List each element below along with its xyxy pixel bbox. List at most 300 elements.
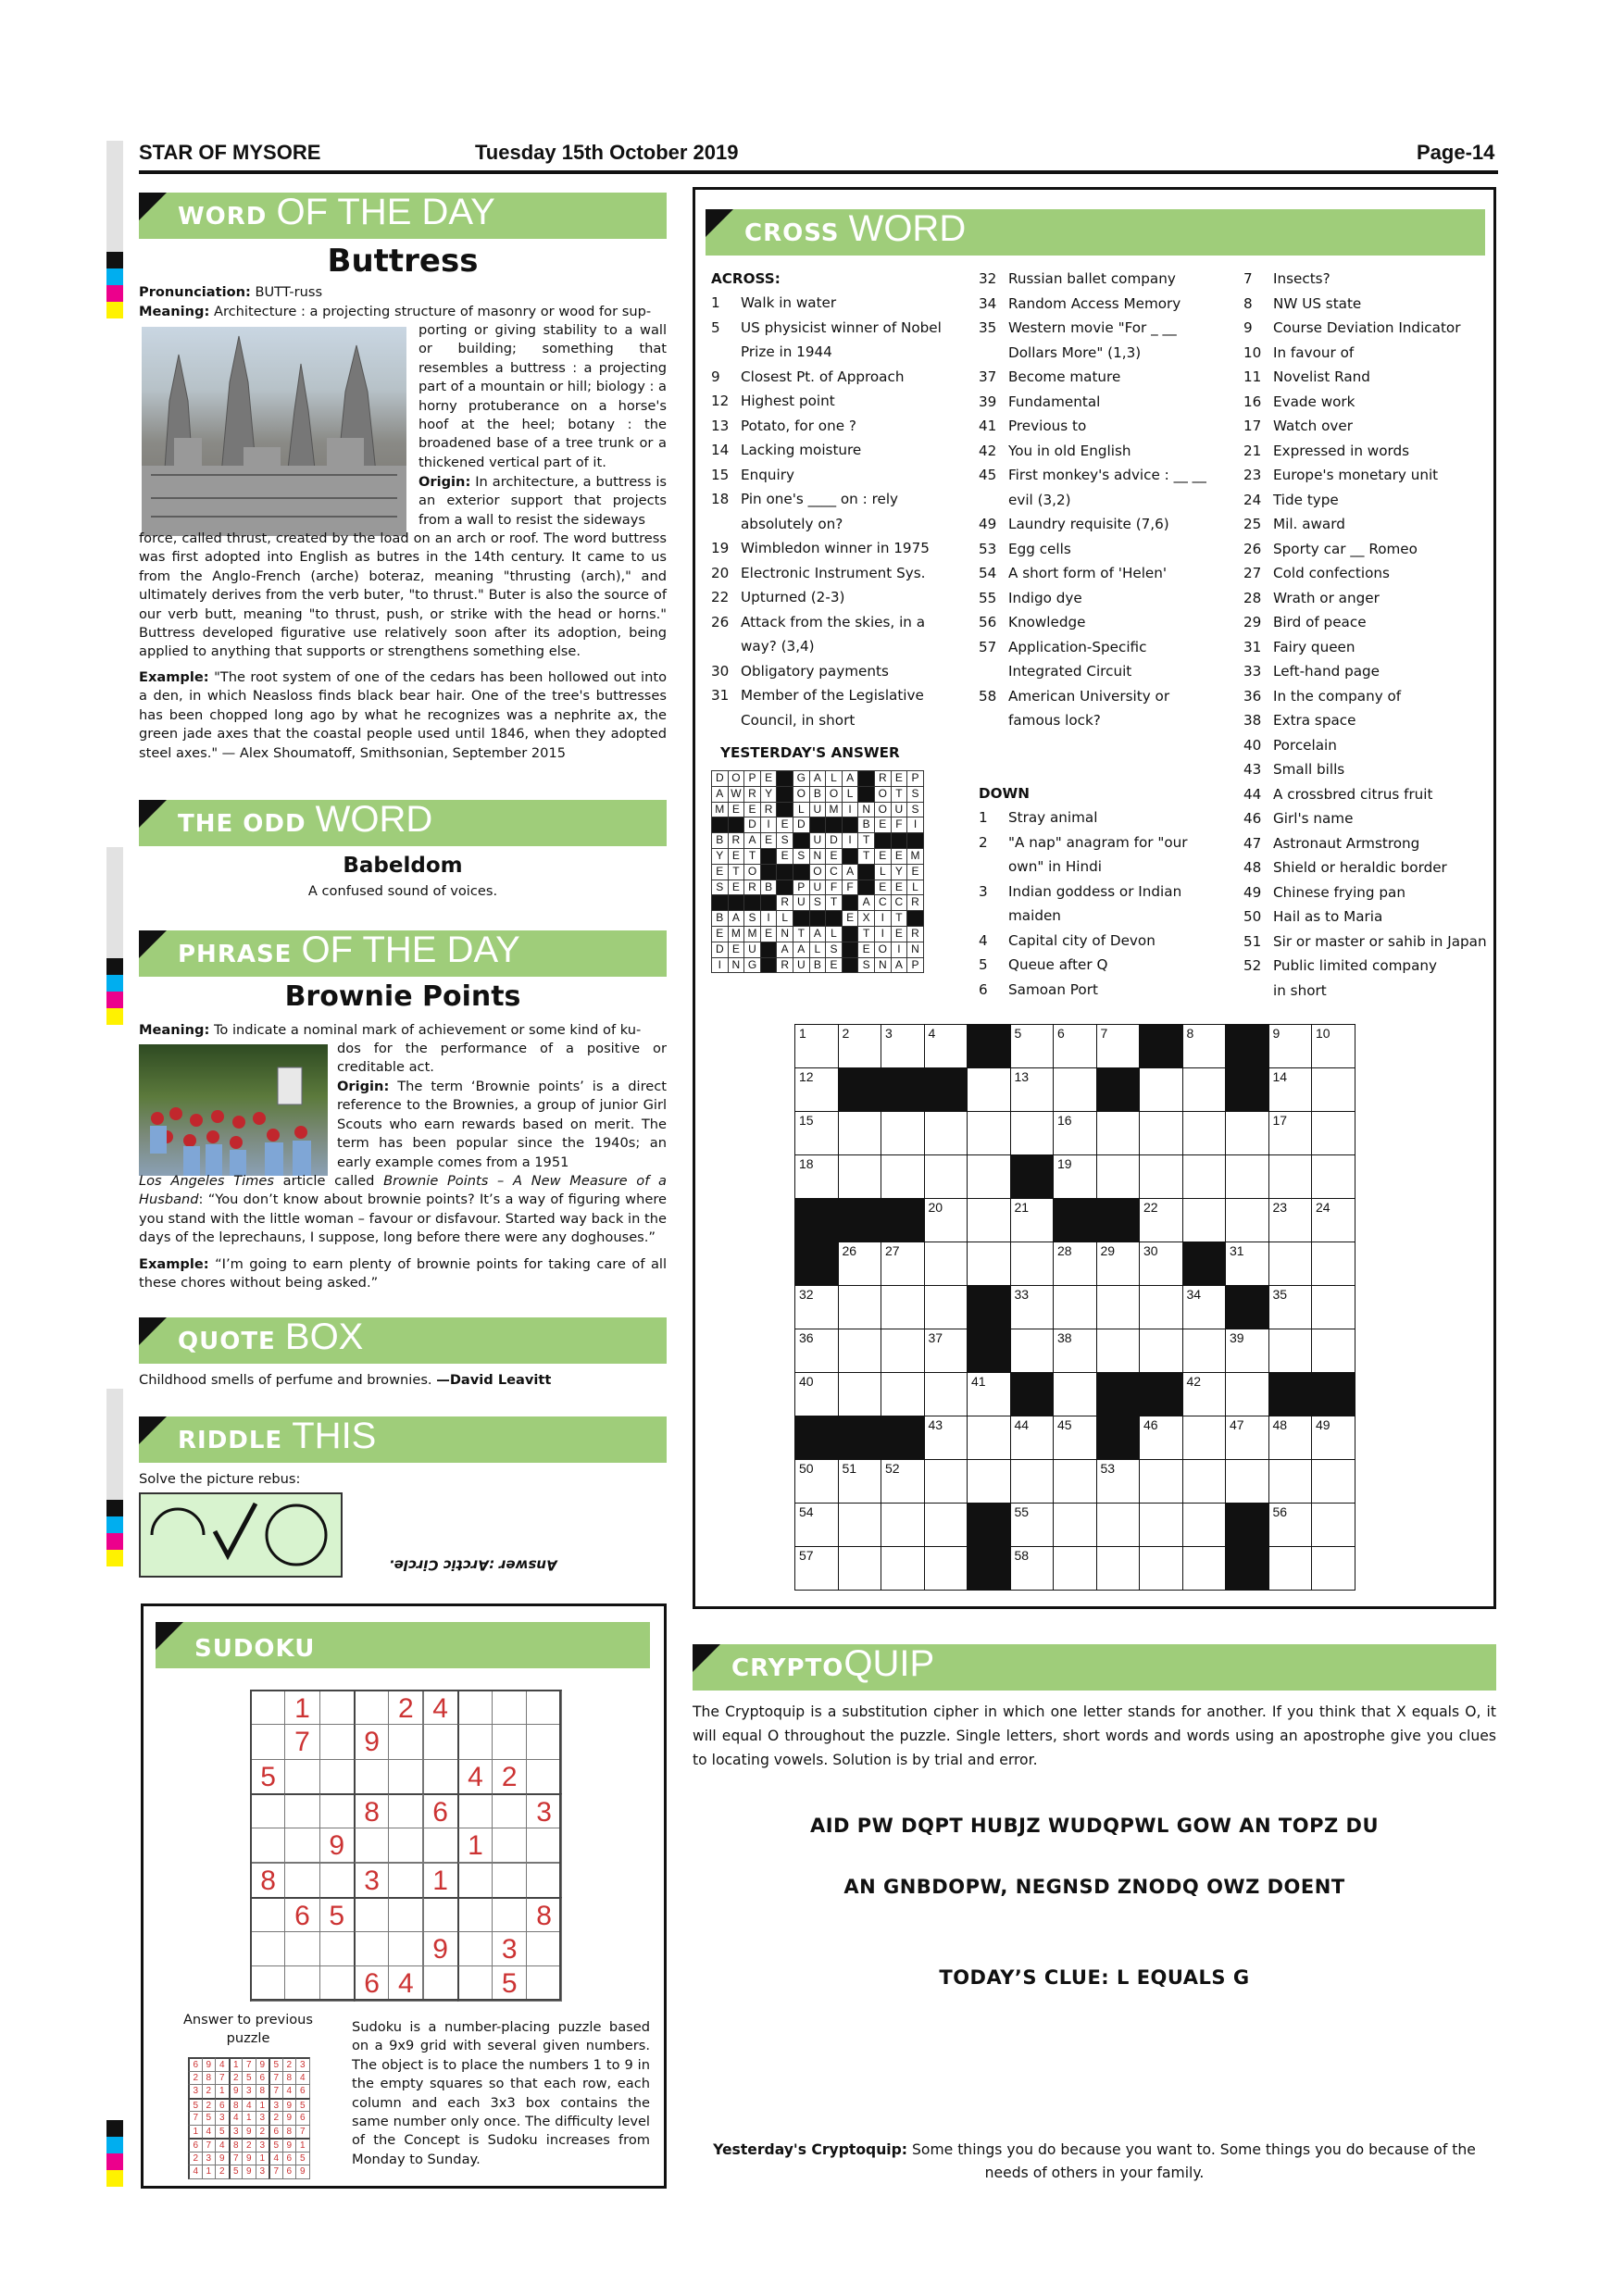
yesterday-cell: O xyxy=(874,942,892,958)
crossword-cell[interactable] xyxy=(967,1416,1011,1460)
crossword-black-cell xyxy=(881,1416,925,1460)
sudoku-cell: 3 xyxy=(354,1863,389,1898)
clue-number: 37 xyxy=(928,1330,943,1345)
crossword-cell[interactable] xyxy=(1225,1242,1269,1286)
crossword-cell[interactable] xyxy=(838,1285,882,1329)
crossword-cell[interactable] xyxy=(1225,1198,1269,1242)
yesterday-cell: E xyxy=(874,880,892,896)
crossword-cell[interactable] xyxy=(1096,1503,1141,1547)
crossword-cell[interactable] xyxy=(1225,1372,1269,1416)
crossword-cell[interactable] xyxy=(1182,1546,1227,1591)
crossword-cell[interactable] xyxy=(838,1154,882,1199)
crossword-cell[interactable] xyxy=(838,1372,882,1416)
sudoku-cell[interactable] xyxy=(354,1897,389,1932)
crossword-cell[interactable] xyxy=(794,1503,839,1547)
crossword-cell[interactable] xyxy=(1139,1416,1183,1460)
crossword-cell[interactable] xyxy=(1139,1329,1183,1373)
crossword-black-cell xyxy=(1096,1067,1141,1112)
crossword-cell[interactable] xyxy=(1225,1329,1269,1373)
clue-number: 10 xyxy=(1316,1026,1330,1041)
sudoku-cell[interactable] xyxy=(250,1793,285,1828)
crossword-cell[interactable] xyxy=(1053,1154,1097,1199)
crossword-cell[interactable] xyxy=(1268,1546,1313,1591)
crossword-cell[interactable] xyxy=(1053,1372,1097,1416)
word-of-day-title: Buttress xyxy=(327,243,479,280)
crossword-cell[interactable] xyxy=(881,1111,925,1155)
crossword-cell[interactable] xyxy=(1268,1024,1313,1068)
crossword-cell[interactable] xyxy=(924,1459,968,1504)
crossword-cell[interactable] xyxy=(1010,1242,1055,1286)
crossword-cell[interactable] xyxy=(1311,1546,1355,1591)
crossword-cell[interactable] xyxy=(1053,1329,1097,1373)
crossword-cell[interactable] xyxy=(881,1459,925,1504)
crossword-cell[interactable] xyxy=(1268,1503,1313,1547)
crossword-cell[interactable] xyxy=(1010,1024,1055,1068)
crossword-cell[interactable] xyxy=(967,1459,1011,1504)
crossword-cell[interactable] xyxy=(1268,1285,1313,1329)
crossword-cell[interactable] xyxy=(1053,1024,1097,1068)
crossword-cell[interactable] xyxy=(967,1198,1011,1242)
registration-yellow xyxy=(106,2170,123,2187)
yesterday-cell: Y xyxy=(760,786,778,803)
crossword-cell[interactable] xyxy=(1010,1416,1055,1460)
clue-number: 44 xyxy=(1014,1417,1030,1432)
crossword-cell[interactable] xyxy=(1010,1067,1055,1112)
sudoku-cell: 9 xyxy=(256,2057,270,2072)
yesterday-cell xyxy=(825,817,843,833)
quote-text: Childhood smells of perfume and brownies. —David Leavitt xyxy=(139,1372,552,1388)
sudoku-cell[interactable] xyxy=(526,1690,561,1725)
crossword-cell[interactable] xyxy=(1311,1067,1355,1112)
crossword-cell[interactable] xyxy=(1182,1459,1227,1504)
sudoku-cell[interactable] xyxy=(319,1931,355,1966)
crossword-cell[interactable] xyxy=(1225,1416,1269,1460)
crossword-cell[interactable] xyxy=(881,1154,925,1199)
crossword-cell[interactable] xyxy=(924,1285,968,1329)
crossword-cell[interactable] xyxy=(1268,1067,1313,1112)
crossword-cell[interactable] xyxy=(924,1111,968,1155)
sudoku-cell: 5 xyxy=(295,2098,310,2113)
sudoku-cell[interactable] xyxy=(284,1793,319,1828)
crossword-cell[interactable] xyxy=(1010,1459,1055,1504)
crossword-cell[interactable] xyxy=(881,1503,925,1547)
crossword-cell[interactable] xyxy=(1182,1285,1227,1329)
sudoku-cell[interactable] xyxy=(457,1965,493,2001)
sudoku-cell: 9 xyxy=(242,2165,256,2179)
crossword-cell[interactable] xyxy=(1311,1154,1355,1199)
quote-box-banner: QUOTE BOX xyxy=(139,1317,667,1364)
word-of-day-banner: WORD OF THE DAY xyxy=(139,193,667,239)
crossword-cell[interactable] xyxy=(1311,1242,1355,1286)
yesterday-cell: Y xyxy=(891,864,908,880)
clue-number: 53 xyxy=(1100,1461,1116,1476)
crossword-cell[interactable] xyxy=(1139,1242,1183,1286)
sudoku-cell[interactable] xyxy=(457,1793,493,1828)
crossword-cell[interactable] xyxy=(1182,1111,1227,1155)
crossword-cell[interactable] xyxy=(1182,1372,1227,1416)
crossword-black-cell xyxy=(794,1198,839,1242)
sudoku-cell: 9 xyxy=(295,2165,310,2179)
sudoku-cell: 9 xyxy=(229,2084,244,2099)
yesterday-cell xyxy=(842,894,859,911)
yesterday-cell: E xyxy=(711,926,729,942)
yesterday-cell xyxy=(874,832,892,849)
registration-magenta xyxy=(106,2153,123,2170)
sudoku-cell[interactable] xyxy=(492,1863,527,1898)
crossword-cell[interactable] xyxy=(1096,1111,1141,1155)
crossword-cell[interactable] xyxy=(1182,1329,1227,1373)
crossword-cell[interactable] xyxy=(1053,1111,1097,1155)
crossword-cell[interactable] xyxy=(1182,1198,1227,1242)
crossword-cell[interactable] xyxy=(967,1067,1011,1112)
sudoku-cell[interactable] xyxy=(457,1931,493,1966)
sudoku-cell[interactable] xyxy=(423,1828,458,1863)
crossword-cell[interactable] xyxy=(924,1242,968,1286)
crossword-black-cell xyxy=(1225,1024,1269,1068)
yesterday-cell: M xyxy=(825,802,843,818)
crossword-cell[interactable] xyxy=(1311,1459,1355,1504)
sudoku-cell[interactable] xyxy=(492,1793,527,1828)
sudoku-cell[interactable] xyxy=(492,1724,527,1759)
crossword-cell[interactable] xyxy=(838,1546,882,1591)
crossword-cell[interactable] xyxy=(1096,1546,1141,1591)
yesterday-cell xyxy=(776,770,793,787)
sudoku-cell: 9 xyxy=(282,2138,297,2152)
crossword-cell[interactable] xyxy=(1053,1285,1097,1329)
crossword-cell[interactable] xyxy=(838,1459,882,1504)
sudoku-cell[interactable] xyxy=(250,1724,285,1759)
crossword-cell[interactable] xyxy=(838,1111,882,1155)
clue-number: 46 xyxy=(1143,1417,1158,1432)
crossword-cell[interactable] xyxy=(1010,1111,1055,1155)
clue-number: 31 xyxy=(1230,1243,1244,1258)
crossword-cell[interactable] xyxy=(1010,1285,1055,1329)
yesterday-cell: E xyxy=(728,848,745,865)
crossword-cell[interactable] xyxy=(1311,1198,1355,1242)
crossword-cell[interactable] xyxy=(924,1372,968,1416)
yesterday-cell: N xyxy=(728,957,745,974)
crossword-cell[interactable] xyxy=(1268,1329,1313,1373)
crossword-cell[interactable] xyxy=(794,1546,839,1591)
crossword-cell[interactable] xyxy=(1053,1546,1097,1591)
sudoku-cell[interactable] xyxy=(388,1863,423,1898)
yesterday-cell xyxy=(906,832,924,849)
crossword-cell[interactable] xyxy=(1053,1242,1097,1286)
sudoku-cell[interactable] xyxy=(457,1724,493,1759)
crossword-cell[interactable] xyxy=(1096,1459,1141,1504)
crossword-cell[interactable] xyxy=(1139,1154,1183,1199)
sudoku-cell: 6 xyxy=(188,2138,203,2152)
sudoku-cell[interactable] xyxy=(526,1965,561,2001)
crossword-cell[interactable] xyxy=(924,1154,968,1199)
crossword-cell[interactable] xyxy=(881,1024,925,1068)
crossword-cell[interactable] xyxy=(794,1285,839,1329)
registration-cyan xyxy=(106,1516,123,1533)
crossword-cell[interactable] xyxy=(1268,1154,1313,1199)
yesterday-cell: M xyxy=(728,926,745,942)
sudoku-cell: 2 xyxy=(202,2098,217,2113)
crossword-cell[interactable] xyxy=(924,1198,968,1242)
sudoku-cell[interactable] xyxy=(423,1897,458,1932)
yesterday-cell xyxy=(776,786,793,803)
crossword-black-cell xyxy=(1010,1154,1055,1199)
clue-item: 23 Europe's monetary unit xyxy=(1243,467,1439,483)
crossword-cell[interactable] xyxy=(1268,1198,1313,1242)
sudoku-cell: 2 xyxy=(229,2071,244,2086)
sudoku-cell: 5 xyxy=(250,1759,285,1794)
yesterday-cell xyxy=(842,957,859,974)
crossword-cell[interactable] xyxy=(794,1372,839,1416)
crossword-cell[interactable] xyxy=(794,1154,839,1199)
clue-number: 24 xyxy=(1316,1200,1330,1215)
sudoku-cell[interactable] xyxy=(388,1897,423,1932)
crossword-cell[interactable] xyxy=(1311,1329,1355,1373)
crossword-cell[interactable] xyxy=(794,1024,839,1068)
yesterday-cell: E xyxy=(776,848,793,865)
sudoku-cell[interactable] xyxy=(354,1759,389,1794)
sudoku-cell[interactable] xyxy=(388,1759,423,1794)
yesterday-cell: L xyxy=(793,802,810,818)
crossword-cell[interactable] xyxy=(1182,1154,1227,1199)
yesterday-cell: I xyxy=(891,942,908,958)
crossword-cell[interactable] xyxy=(1268,1111,1313,1155)
sudoku-cell[interactable] xyxy=(250,1897,285,1932)
crossword-cell[interactable] xyxy=(1010,1503,1055,1547)
crossword-cell[interactable] xyxy=(1311,1111,1355,1155)
crossword-black-cell xyxy=(1225,1503,1269,1547)
clue-item: Dollars More" (1,3) xyxy=(1008,343,1142,361)
crossword-cell[interactable] xyxy=(1182,1416,1227,1460)
sudoku-cell[interactable] xyxy=(354,1690,389,1725)
clue-item: 19 Wimbledon winner in 1975 xyxy=(711,540,930,556)
sudoku-cell[interactable] xyxy=(250,1690,285,1725)
crossword-cell[interactable] xyxy=(794,1067,839,1112)
crossword-cell[interactable] xyxy=(924,1503,968,1547)
crossword-cell[interactable] xyxy=(1139,1546,1183,1591)
registration-yellow xyxy=(106,1008,123,1025)
sudoku-cell[interactable] xyxy=(457,1690,493,1725)
sudoku-cell[interactable] xyxy=(319,1724,355,1759)
sudoku-cell[interactable] xyxy=(319,1863,355,1898)
sudoku-cell: 1 xyxy=(284,1690,319,1725)
sudoku-cell[interactable] xyxy=(319,1965,355,2001)
sudoku-cell[interactable] xyxy=(250,1828,285,1863)
sudoku-cell[interactable] xyxy=(284,1828,319,1863)
crossword-cell[interactable] xyxy=(1010,1329,1055,1373)
crossword-cell[interactable] xyxy=(1182,1503,1227,1547)
crossword-cell[interactable] xyxy=(1268,1459,1313,1504)
sudoku-cell[interactable] xyxy=(284,1965,319,2001)
crossword-cell[interactable] xyxy=(838,1024,882,1068)
crossword-cell[interactable] xyxy=(1139,1285,1183,1329)
cryptoquip-banner: CRYPTOQUIP xyxy=(693,1644,1496,1691)
sudoku-cell[interactable] xyxy=(457,1897,493,1932)
sudoku-cell[interactable] xyxy=(526,1828,561,1863)
sudoku-cell: 4 xyxy=(188,2165,203,2179)
sudoku-cell[interactable] xyxy=(319,1793,355,1828)
crossword-cell[interactable] xyxy=(967,1242,1011,1286)
sudoku-cell[interactable] xyxy=(250,1965,285,2001)
crossword-cell[interactable] xyxy=(1268,1416,1313,1460)
sudoku-cell[interactable] xyxy=(388,1931,423,1966)
clue-number: 29 xyxy=(1100,1243,1116,1258)
crossword-cell[interactable] xyxy=(967,1372,1011,1416)
sudoku-cell: 9 xyxy=(354,1724,389,1759)
sudoku-cell[interactable] xyxy=(354,1931,389,1966)
crossword-cell[interactable] xyxy=(1096,1329,1141,1373)
crossword-cell[interactable] xyxy=(1311,1416,1355,1460)
crossword-cell[interactable] xyxy=(1096,1154,1141,1199)
crossword-cell[interactable] xyxy=(881,1372,925,1416)
yesterday-cell: B xyxy=(809,957,827,974)
sudoku-banner: SUDOKU xyxy=(156,1622,650,1668)
crossword-cell[interactable] xyxy=(1225,1154,1269,1199)
sudoku-cell: 1 xyxy=(229,2057,244,2072)
crossword-cell[interactable] xyxy=(967,1154,1011,1199)
yesterday-cell: S xyxy=(906,802,924,818)
crossword-cell[interactable] xyxy=(1010,1546,1055,1591)
sudoku-cell[interactable] xyxy=(388,1828,423,1863)
crossword-cell[interactable] xyxy=(1053,1459,1097,1504)
yesterday-cell: P xyxy=(743,770,761,787)
crossword-cell[interactable] xyxy=(1010,1198,1055,1242)
sudoku-cell[interactable] xyxy=(284,1759,319,1794)
sudoku-cell[interactable] xyxy=(388,1793,423,1828)
yesterday-cell: E xyxy=(760,926,778,942)
sudoku-cell[interactable] xyxy=(388,1724,423,1759)
crossword-cell[interactable] xyxy=(1139,1111,1183,1155)
sudoku-cell: 6 xyxy=(215,2098,230,2113)
crossword-cell[interactable] xyxy=(1182,1067,1227,1112)
cryptoquip-line2: AN GNBDOPW, NEGNSD ZNODQ OWZ DOENT xyxy=(843,1876,1345,1898)
crossword-cell[interactable] xyxy=(1311,1285,1355,1329)
crossword-cell[interactable] xyxy=(794,1111,839,1155)
crossword-cell[interactable] xyxy=(1053,1503,1097,1547)
crossword-cell[interactable] xyxy=(924,1024,968,1068)
sudoku-cell[interactable] xyxy=(250,1931,285,1966)
sudoku-cell[interactable] xyxy=(492,1897,527,1932)
crossword-cell[interactable] xyxy=(1139,1459,1183,1504)
clue-number: 51 xyxy=(842,1461,857,1476)
crossword-cell[interactable] xyxy=(1311,1503,1355,1547)
crossword-black-cell xyxy=(1225,1067,1269,1112)
yesterday-cell xyxy=(776,880,793,896)
crossword-cell[interactable] xyxy=(1311,1024,1355,1068)
sudoku-cell[interactable] xyxy=(319,1759,355,1794)
sudoku-cell[interactable] xyxy=(526,1931,561,1966)
crossword-cell[interactable] xyxy=(838,1242,882,1286)
clue-item: 41 Previous to xyxy=(979,418,1087,434)
clue-number: 52 xyxy=(885,1461,900,1476)
yesterday-cell: T xyxy=(743,848,761,865)
clue-item: 1 Walk in water xyxy=(711,294,837,311)
crossword-cell[interactable] xyxy=(967,1111,1011,1155)
crossword-cell[interactable] xyxy=(924,1416,968,1460)
sudoku-cell: 9 xyxy=(242,2152,256,2166)
yesterday-cell: U xyxy=(891,802,908,818)
phrase-of-day-banner: PHRASE OF THE DAY xyxy=(139,930,667,977)
clue-number: 41 xyxy=(971,1374,986,1389)
clue-number: 7 xyxy=(1100,1026,1108,1041)
yesterday-cell: I xyxy=(874,926,892,942)
crossword-cell[interactable] xyxy=(1096,1024,1141,1068)
crossword-cell[interactable] xyxy=(924,1329,968,1373)
sudoku-cell[interactable] xyxy=(492,1690,527,1725)
sudoku-cell[interactable] xyxy=(457,1863,493,1898)
registration-black xyxy=(106,2120,123,2137)
crossword-cell[interactable] xyxy=(1139,1067,1183,1112)
crossword-cell[interactable] xyxy=(1268,1242,1313,1286)
yesterday-cell: A xyxy=(842,864,859,880)
yesterday-cell: E xyxy=(891,848,908,865)
yesterday-cell: E xyxy=(760,770,778,787)
crossword-cell[interactable] xyxy=(881,1285,925,1329)
crossword-cell[interactable] xyxy=(924,1546,968,1591)
sudoku-cell: 4 xyxy=(457,1759,493,1794)
crossword-cell[interactable] xyxy=(1182,1024,1227,1068)
crossword-cell[interactable] xyxy=(1096,1242,1141,1286)
sudoku-cell[interactable] xyxy=(526,1724,561,1759)
sudoku-cell: 8 xyxy=(354,1793,389,1828)
sudoku-cell[interactable] xyxy=(284,1863,319,1898)
crossword-cell[interactable] xyxy=(1053,1416,1097,1460)
clue-number: 33 xyxy=(1014,1287,1030,1302)
sudoku-cell[interactable] xyxy=(492,1828,527,1863)
sudoku-cell[interactable] xyxy=(284,1931,319,1966)
yesterday-cell xyxy=(857,880,875,896)
crossword-cell[interactable] xyxy=(1096,1285,1141,1329)
sudoku-cell[interactable] xyxy=(319,1690,355,1725)
sudoku-cell[interactable] xyxy=(526,1863,561,1898)
crossword-cell[interactable] xyxy=(881,1546,925,1591)
yesterday-cell: A xyxy=(728,910,745,927)
clue-number: 34 xyxy=(1186,1287,1202,1302)
clue-item: 34 Random Access Memory xyxy=(979,294,1181,312)
registration-bar xyxy=(106,847,123,958)
crossword-cell[interactable] xyxy=(1053,1067,1097,1112)
word-of-day-example: Example: "The root system of one of the cedars has been hollowed out into a den, in which Neasloss finds black bear hair. One of the tree's buttresses has been chopped long ago by what he recognizes was a nephrite ax, the green jade axes that the coastal people used until 1846, when they adopted steel axes." — Alex Shoumatoff, Smithsonian, September 2015 xyxy=(139,669,668,761)
crossword-cell[interactable] xyxy=(1225,1111,1269,1155)
clue-number: 32 xyxy=(799,1287,814,1302)
yesterday-cell: T xyxy=(891,786,908,803)
crossword-cell[interactable] xyxy=(1139,1198,1183,1242)
crossword-cell[interactable] xyxy=(1225,1459,1269,1504)
crossword-cell[interactable] xyxy=(1139,1503,1183,1547)
sudoku-cell: 6 xyxy=(282,2152,297,2166)
sudoku-cell[interactable] xyxy=(423,1759,458,1794)
crossword-black-cell xyxy=(1268,1372,1313,1416)
yesterday-cell: S xyxy=(743,910,761,927)
sudoku-cell[interactable] xyxy=(423,1965,458,2001)
yesterday-cell: E xyxy=(825,848,843,865)
crossword-cell[interactable] xyxy=(794,1459,839,1504)
sudoku-cell[interactable] xyxy=(423,1724,458,1759)
crossword-black-cell xyxy=(1096,1198,1141,1242)
odd-word-title: Babeldom xyxy=(343,854,463,878)
crossword-cell[interactable] xyxy=(838,1329,882,1373)
crossword-cell[interactable] xyxy=(881,1329,925,1373)
yesterday-cell: I xyxy=(760,817,778,833)
across-clues-col1 xyxy=(711,291,970,732)
clue-item: 49 Laundry requisite (7,6) xyxy=(979,516,1169,532)
crossword-cell[interactable] xyxy=(794,1329,839,1373)
crossword-cell[interactable] xyxy=(838,1503,882,1547)
sudoku-cell[interactable] xyxy=(354,1828,389,1863)
clue-item: Integrated Circuit xyxy=(1008,663,1132,680)
sudoku-cell[interactable] xyxy=(526,1759,561,1794)
clue-number: 6 xyxy=(1057,1026,1065,1041)
crossword-cell[interactable] xyxy=(881,1242,925,1286)
